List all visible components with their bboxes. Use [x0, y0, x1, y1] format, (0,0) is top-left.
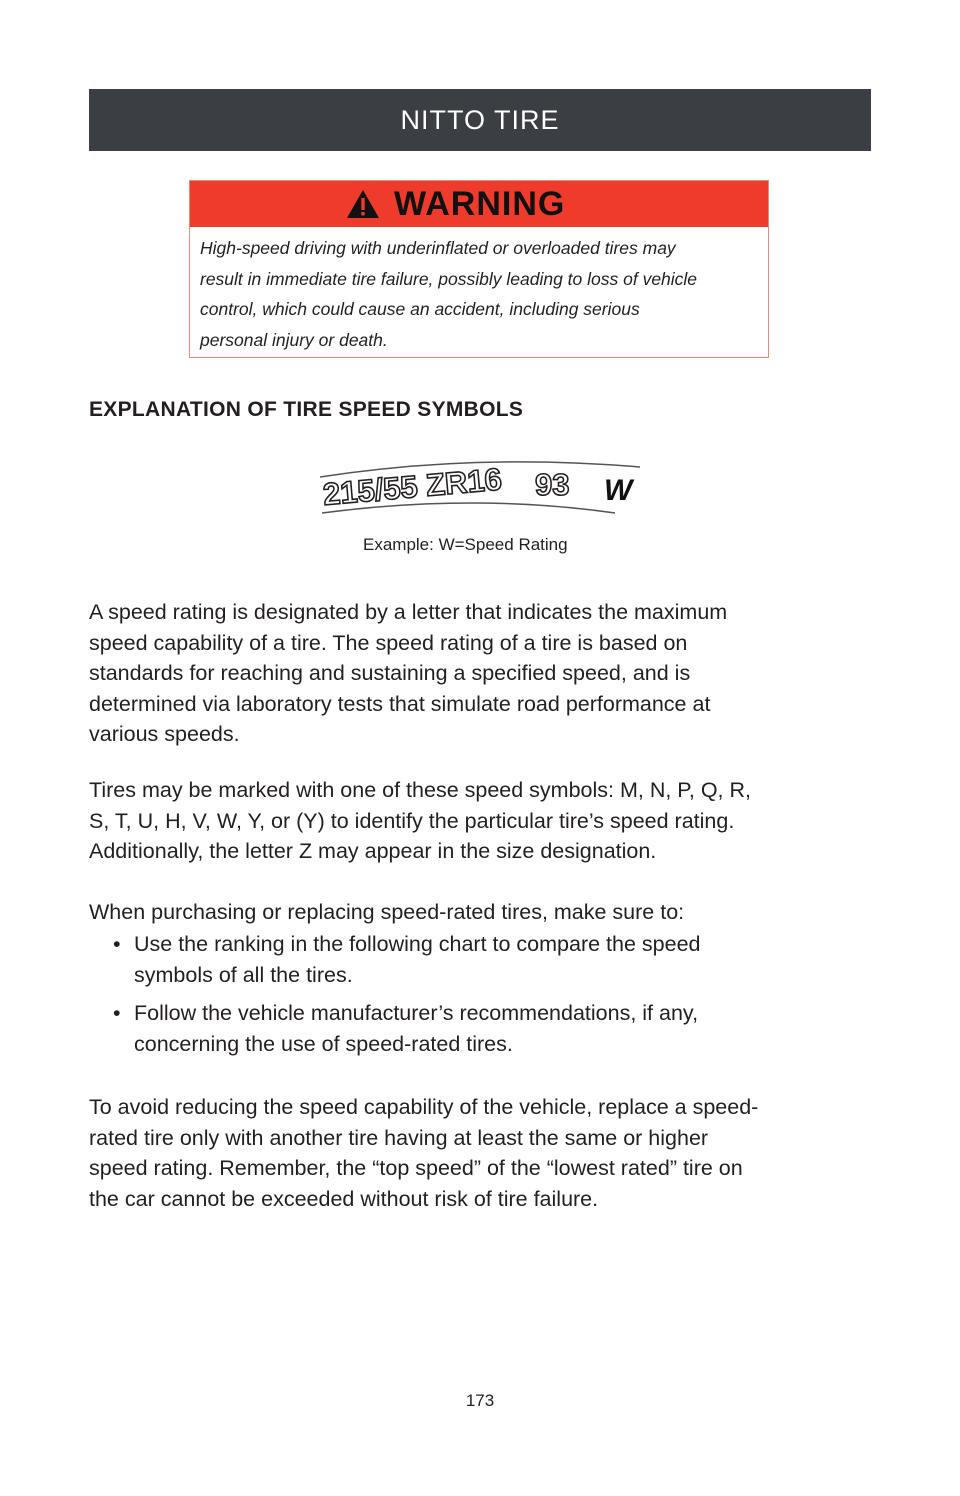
tire-sidewall-illustration: [310, 455, 650, 560]
text-line: the car cannot be exceeded without risk of tire failure.: [89, 1186, 599, 1211]
section-heading: EXPLANATION OF TIRE SPEED SYMBOLS: [89, 398, 524, 421]
paragraph-speed-rating: [89, 597, 879, 750]
warning-line: control, which could cause an accident, including serious: [200, 299, 640, 319]
warning-triangle-icon: [346, 189, 380, 219]
text-line: concerning the use of speed-rated tires.: [134, 1031, 513, 1056]
text-line: S, T, U, H, V, W, Y, or (Y) to identify the particular tire’s speed rating.: [89, 808, 735, 833]
text-line: determined via laboratory tests that simulate road performance at: [89, 691, 711, 716]
warning-line: High-speed driving with underinflated or overloaded tires may: [200, 238, 676, 258]
paragraph-purchasing: [89, 897, 879, 928]
list-item: [89, 929, 879, 990]
text-line: Follow the vehicle manufacturer’s recommendations, if any,: [134, 1001, 699, 1025]
text-line: speed rating. Remember, the “top speed” of the “lowest rated” tire on: [89, 1156, 743, 1180]
tire-speed-letter: W: [604, 474, 633, 507]
page-number: 173: [465, 1391, 495, 1410]
warning-text: [200, 233, 756, 355]
bullet-dot-icon: •: [113, 932, 121, 956]
list-item: [89, 998, 879, 1059]
bullet-list: [89, 929, 879, 1067]
bullet-dot-icon: •: [113, 1001, 121, 1025]
page-header-title: NITTO TIRE: [400, 104, 560, 135]
text-line: various speeds.: [89, 722, 240, 746]
warning-line: personal injury or death.: [200, 329, 388, 350]
tire-size-marking: 215/55 ZR16: [321, 461, 504, 512]
tire-example-caption: Example: W=Speed Rating: [363, 535, 568, 554]
text-line: A speed rating is designated by a letter that indicates the maximum: [89, 600, 728, 624]
text-line: Tires may be marked with one of these speed symbols: M, N, P, Q, R,: [89, 778, 751, 802]
paragraph-speed-symbols: [89, 775, 879, 867]
text-line: speed capability of a tire. The speed rating of a tire is based on: [89, 630, 688, 655]
text-line: To avoid reducing the speed capability of the vehicle, replace a speed-: [89, 1095, 759, 1119]
warning-label: [189, 180, 769, 358]
warning-title: WARNING: [394, 184, 566, 223]
tire-load-index: 93: [535, 467, 570, 502]
text-line: rated tire only with another tire having at least the same or higher: [89, 1125, 709, 1150]
warning-band: [190, 181, 768, 227]
text-line: symbols of all the tires.: [134, 962, 353, 987]
text-line: When purchasing or replacing speed-rated tires, make sure to:: [89, 900, 685, 924]
text-line: Use the ranking in the following chart to compare the speed: [134, 932, 701, 956]
paragraph-closing: [89, 1092, 879, 1214]
header-bar: [89, 89, 871, 151]
text-line: standards for reaching and sustaining a specified speed, and is: [89, 661, 691, 685]
warning-line: result in immediate tire failure, possibly leading to loss of vehicle: [200, 268, 698, 289]
text-line: Additionally, the letter Z may appear in the size designation.: [89, 839, 657, 863]
